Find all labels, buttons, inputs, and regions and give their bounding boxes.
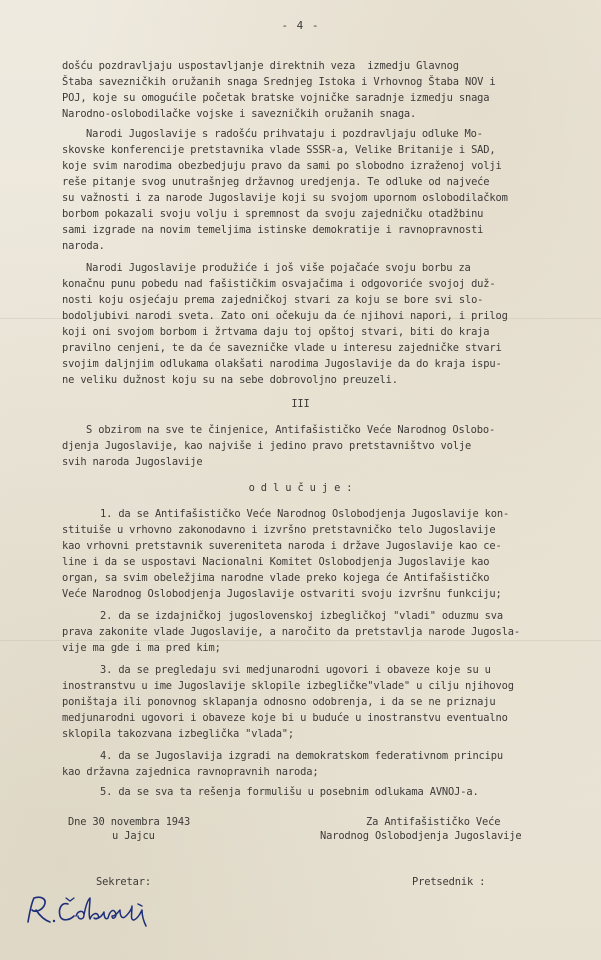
paragraph-2-line: su važnosti i za narode Jugoslavije koji su svojom upornom oslobodilačkom xyxy=(62,192,508,204)
page-number: - 4 - xyxy=(281,19,320,32)
organization-line: Za Antifašističko Veće xyxy=(366,816,501,828)
item-2-line: 2. da se izdajničkoj jugoslovenskoj izbegličkoj "vladi" oduzmu sva xyxy=(100,610,503,622)
handwritten-signature xyxy=(22,892,162,928)
paragraph-2-line: skovske konferencije pretstavnika vlade SSSR-a, Velike Britanije i SAD, xyxy=(62,144,496,156)
paragraph-4-line: S obzirom na sve te činjenice, Antifašističko Veće Narodnog Oslobo- xyxy=(86,424,496,436)
paragraph-3-line: nosti koju osjećaju prema zajedničkoj stvari za koju se bore svi slo- xyxy=(62,294,484,306)
paragraph-2-line: sami izgrade na novim temeljima istinske demokratije i ravnopravnosti xyxy=(62,224,484,236)
paragraph-4-line: svih naroda Jugoslavije xyxy=(62,456,203,468)
president-label: Pretsednik : xyxy=(412,876,486,888)
paragraph-2-line: reše pitanje svog unutrašnjeg državnog uredjenja. Te odluke od najveće xyxy=(62,176,490,188)
paragraph-3-line: konačnu punu pobedu nad fašističkim osvajačima i odgovoriće svojoj duž- xyxy=(62,278,496,290)
item-4-line: 4. da se Jugoslavija izgradi na demokratskom federativnom principu xyxy=(100,750,503,762)
secretary-label: Sekretar: xyxy=(96,876,151,888)
paragraph-3-line: ne veliku dužnost koju su na sebe dobrovoljno preuzeli. xyxy=(62,374,398,386)
item-1-line: 1. da se Antifašističko Veće Narodnog Oslobodjenja Jugoslavije kon- xyxy=(100,508,510,520)
item-1-line: organ, sa svim obeležjima narodne vlade preko kojega će Antifašističko xyxy=(62,572,490,584)
item-2-line: prava zakonite vlade Jugoslavije, a naročito da pretstavlja narode Jugoslа- xyxy=(62,626,520,638)
item-3-line: medjunarodni ugovori i obaveze koje bi u buduće u inostranstvu eventualno xyxy=(62,712,508,724)
section-heading: III xyxy=(291,398,310,410)
paragraph-3-line: Narodi Jugoslavije produžiće i još više pojačaće svoju borbu za xyxy=(86,262,471,274)
item-2-line: vije ma gde i ma pred kim; xyxy=(62,642,221,654)
paragraph-2-line: naroda. xyxy=(62,240,105,252)
item-1-line: Veće Narodnog Oslobodjenja Jugoslavije ostvariti svoju izvršnu funkciju; xyxy=(62,588,502,600)
paragraph-2-line: borbom pokazali svoju volju i spremnost da svoju zajedničku otadžbinu xyxy=(62,208,484,220)
paragraph-3-line: bodoljubivi narodi sveta. Zato oni očekuju da će njihovi napori, i prilog xyxy=(62,310,508,322)
date-line: Dne 30 novembra 1943 xyxy=(68,816,191,828)
item-3-line: inostranstvu u ime Jugoslavije sklopile izbegličke"vlade" u cilju njihovog xyxy=(62,680,514,692)
paragraph-4-line: djenja Jugoslavije, kao najviše i jedino pravo pretstavništvo volje xyxy=(62,440,472,452)
paragraph-3-line: pravilno cenjeni, te da će savezničke vlade u interesu zajedničke stvari xyxy=(62,342,502,354)
item-4-line: kao državna zajednica ravnopravnih naroda; xyxy=(62,766,319,778)
item-5-line: 5. da se sva ta rešenja formulišu u posebnim odlukama AVNOJ-a. xyxy=(100,786,479,798)
paragraph-2-line: Narodi Jugoslavije s radošću prihvataju i pozdravljaju odluke Mo- xyxy=(86,128,483,140)
paper-fold-line xyxy=(0,640,601,641)
item-3-line: poništaja ili ponovnog sklapanja odnosno odobrenja, i da se ne priznaju xyxy=(62,696,496,708)
signature-drawing xyxy=(22,892,162,928)
item-1-line: line i da se uspostavi Nacionalni Komitet Oslobodjenja Jugoslavije kao xyxy=(62,556,490,568)
organization-line: Narodnog Oslobodjenja Jugoslavije xyxy=(320,830,522,842)
place-line: u Jajcu xyxy=(112,830,155,842)
paragraph-3-line: koji oni svojom borbom i žrtvama daju toj opštoj stvari, biti do kraja xyxy=(62,326,490,338)
item-1-line: kao vrhovni pretstavnik suvereniteta naroda i države Jugoslavije kao ce- xyxy=(62,540,502,552)
paragraph-3-line: svojim daljnjim odlukama olakšati narodima Jugoslavije da do kraja ispu- xyxy=(62,358,502,370)
item-3-line: 3. da se pregledaju svi medjunarodni ugovori i obaveze koje su u xyxy=(100,664,491,676)
item-1-line: stituiše u vrhovno zakonodavno i izvršno pretstavničko telo Jugoslavije xyxy=(62,524,496,536)
paragraph-1-line: POJ, koje su omogućile početak bratske vojničke saradnje izmedju snaga xyxy=(62,92,490,104)
decides-heading: o d l u č u j e : xyxy=(248,482,353,494)
paragraph-1-line: Štaba savezničkih oružanih snaga Srednjeg Istoka i Vrhovnog Štaba NOV i xyxy=(62,76,496,88)
item-3-line: sklopila takozvana izbeglička "vlada"; xyxy=(62,728,295,740)
paragraph-1-line: Narodno-oslobodilačke vojske i savezničkih oružanih snaga. xyxy=(62,108,417,120)
paragraph-2-line: koje svim narodima obezbedjuju pravo da sami po slobodno izraženoj volji xyxy=(62,160,502,172)
paragraph-1-line: došću pozdravljaju uspostavljanje direktnih veza izmedju Glavnog xyxy=(62,60,459,72)
